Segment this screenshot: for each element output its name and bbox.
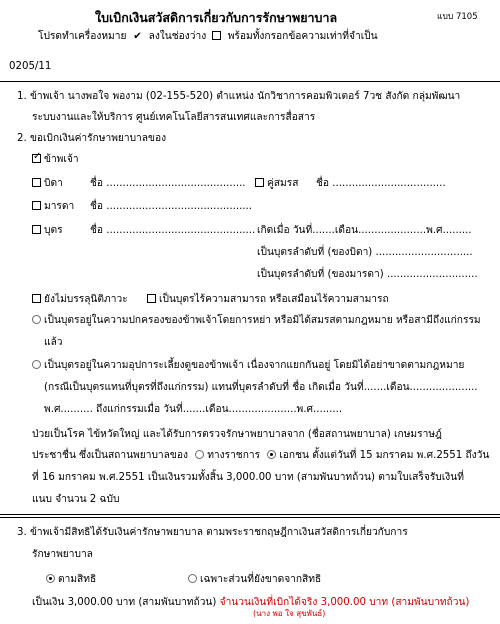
- option-not-adult[interactable]: [32, 294, 128, 307]
- option-private[interactable]: [267, 450, 489, 461]
- name-label: ชื่อ: [90, 201, 104, 212]
- option-spouse[interactable]: [255, 178, 298, 191]
- option-child[interactable]: [32, 225, 63, 238]
- mother-checkbox[interactable]: [32, 201, 41, 210]
- option-custody[interactable]: [32, 315, 481, 328]
- double-divider: [0, 514, 500, 518]
- option-government[interactable]: [195, 450, 260, 461]
- section1-line2: ระบบงานและให้บริการ ศูนย์เทคโนโลยีสารสนเทศและการสื่อสาร: [32, 112, 316, 123]
- illness-line4: แนบ จำนวน 2 ฉบับ: [32, 494, 120, 505]
- signer-name: (นาง พอ ใจ สุขพันธ์): [253, 609, 326, 618]
- spouse-name-field[interactable]: [316, 178, 446, 191]
- dotted-field: ...........................................: [106, 178, 246, 189]
- section3-line1: 3. ข้าพเจ้ามีสิทธิได้รับเงินค่ารักษาพยาบาล ตามพระราชกฤษฎีกาเงินสวัสดิการเกี่ยวกับการ: [17, 527, 408, 538]
- child-order-mother[interactable]: เป็นบุตรลำดับที่ (ของมารดา) ............................: [257, 269, 478, 280]
- instruction-text-a: โปรดทำเครื่องหมาย: [38, 31, 127, 42]
- support-line2: (กรณีเป็นบุตรแทนที่บุตรที่ถึงแก่กรรม) แทนที่บุตรลำดับที่ ชื่อ เกิดเมื่อ วันที่.......เดือน.....................: [44, 382, 478, 393]
- support-radio[interactable]: [32, 360, 41, 369]
- not-adult-checkbox[interactable]: [32, 294, 41, 303]
- child-name-field[interactable]: [90, 225, 255, 238]
- child-birth-field[interactable]: เกิดเมื่อ วันที่.......เดือน.....................พ.ศ.........: [257, 225, 472, 236]
- not-adult-label: ยังไม่บรรลุนิติภาวะ: [44, 294, 128, 305]
- custody-label-cont: แล้ว: [44, 337, 63, 348]
- instruction-line: [38, 31, 378, 44]
- illness-line2: [32, 450, 489, 463]
- full-right-label: ตามสิทธิ: [58, 574, 97, 585]
- option-self[interactable]: [32, 154, 79, 167]
- spouse-label: คู่สมรส: [267, 178, 299, 189]
- father-checkbox[interactable]: [32, 178, 41, 187]
- self-checkbox[interactable]: [32, 154, 41, 163]
- support-label: เป็นบุตรอยู่ในความอุปการะเลี้ยงดูของข้าพเจ้า เนื่องจากแยกกันอยู่ โดยมิได้อย่าขาดตามกฎหมาย: [44, 360, 465, 371]
- child-order-father[interactable]: เป็นบุตรลำดับที่ (ของบิดา) ..............................: [257, 247, 473, 258]
- empty-box-icon: [212, 31, 221, 40]
- spouse-checkbox[interactable]: [255, 178, 264, 187]
- full-right-radio[interactable]: [46, 574, 55, 583]
- custody-label: เป็นบุตรอยู่ในความปกครองของข้าพเจ้าโดยการหย่า หรือมิได้สมรสตามกฎหมาย หรือสามีถึงแก่กรรม: [44, 315, 481, 326]
- amount-label: เป็นเงิน 3,000.00 บาท (สามพันบาทถ้วน): [32, 597, 217, 608]
- amount-line: [32, 597, 469, 610]
- divider: [0, 81, 500, 82]
- incompetent-checkbox[interactable]: [147, 294, 156, 303]
- child-label: บุตร: [44, 225, 63, 236]
- partial-radio[interactable]: [188, 574, 197, 583]
- custody-radio[interactable]: [32, 315, 41, 324]
- option-incompetent[interactable]: [147, 294, 389, 307]
- private-label: เอกชน ตั้งแต่วันที่ 15 มกราคม พ.ศ.2551 ถึงวัน: [279, 450, 490, 461]
- mother-name-field[interactable]: [90, 201, 252, 214]
- section1-line1: 1. ข้าพเจ้า นางพอใจ พองาม (02-155-520) ตำแหน่ง นักวิชาการคอมพิวเตอร์ 7วช สังกัด กลุ่มพัฒนา: [17, 91, 461, 102]
- name-label: ชื่อ: [90, 225, 104, 236]
- government-label: ทางราชการ: [207, 450, 261, 461]
- option-mother[interactable]: [32, 201, 74, 214]
- name-label: ชื่อ: [316, 178, 330, 189]
- mother-label: มารดา: [44, 201, 75, 212]
- dotted-field: .............................................: [106, 201, 253, 212]
- option-support[interactable]: [32, 360, 464, 373]
- partial-label: เฉพาะส่วนที่ยังขาดจากสิทธิ: [200, 574, 322, 585]
- self-label: ข้าพเจ้า: [44, 154, 79, 165]
- dotted-field: ..............................................: [106, 225, 256, 236]
- support-line3: พ.ศ.......... ถึงแก่กรรมเมื่อ วันที่.......เดือน.....................พ.ศ.........: [44, 404, 343, 415]
- illness-line3: ที่ 16 มกราคม พ.ศ.2551 เป็นเงินรวมทั้งสิ้น 3,000.00 บาท (สามพันบาทถ้วน) ตามใบเสร็จรับเงินที่: [32, 472, 464, 483]
- option-full-right[interactable]: [46, 574, 96, 587]
- incompetent-label: เป็นบุตรไร้ความสามารถ หรือเสมือนไร้ความสามารถ: [159, 294, 389, 305]
- option-partial[interactable]: [188, 574, 321, 587]
- instruction-text-c: พร้อมทั้งกรอกข้อความเท่าที่จำเป็น: [227, 31, 378, 42]
- section3-line2: รักษาพยาบาล: [32, 549, 93, 560]
- illness-line1: ป่วยเป็นโรค ไข้หวัดใหญ่ และได้รับการตรวจรักษาพยาบาลจาก (ชื่อสถานพยาบาล) เกษมราษฎ์: [32, 429, 442, 440]
- private-radio[interactable]: [267, 450, 276, 459]
- actual-amount: จำนวนเงินที่เบิกได้จริง 3,000.00 บาท (สามพันบาทถ้วน): [219, 597, 470, 608]
- child-checkbox[interactable]: [32, 225, 41, 234]
- father-name-field[interactable]: [90, 178, 246, 191]
- checkmark-icon: ✔: [129, 31, 146, 42]
- instruction-text-b: ลงในช่องว่าง: [148, 31, 207, 42]
- name-label: ชื่อ: [90, 178, 104, 189]
- father-label: บิดา: [44, 178, 63, 189]
- section2-heading: 2. ขอเบิกเงินค่ารักษาพยาบาลของ: [17, 133, 167, 144]
- facility-type-label: ประชาชื่น ซึ่งเป็นสถานพยาบาลของ: [32, 450, 188, 461]
- dotted-field: ...................................: [332, 178, 446, 189]
- form-number: แบบ 7105: [437, 12, 478, 22]
- reference-code: 0205/11: [9, 61, 52, 72]
- option-father[interactable]: [32, 178, 63, 191]
- government-radio[interactable]: [195, 450, 204, 459]
- form-title: ใบเบิกเงินสวัสดิการเกี่ยวกับการรักษาพยาบาล: [95, 10, 338, 25]
